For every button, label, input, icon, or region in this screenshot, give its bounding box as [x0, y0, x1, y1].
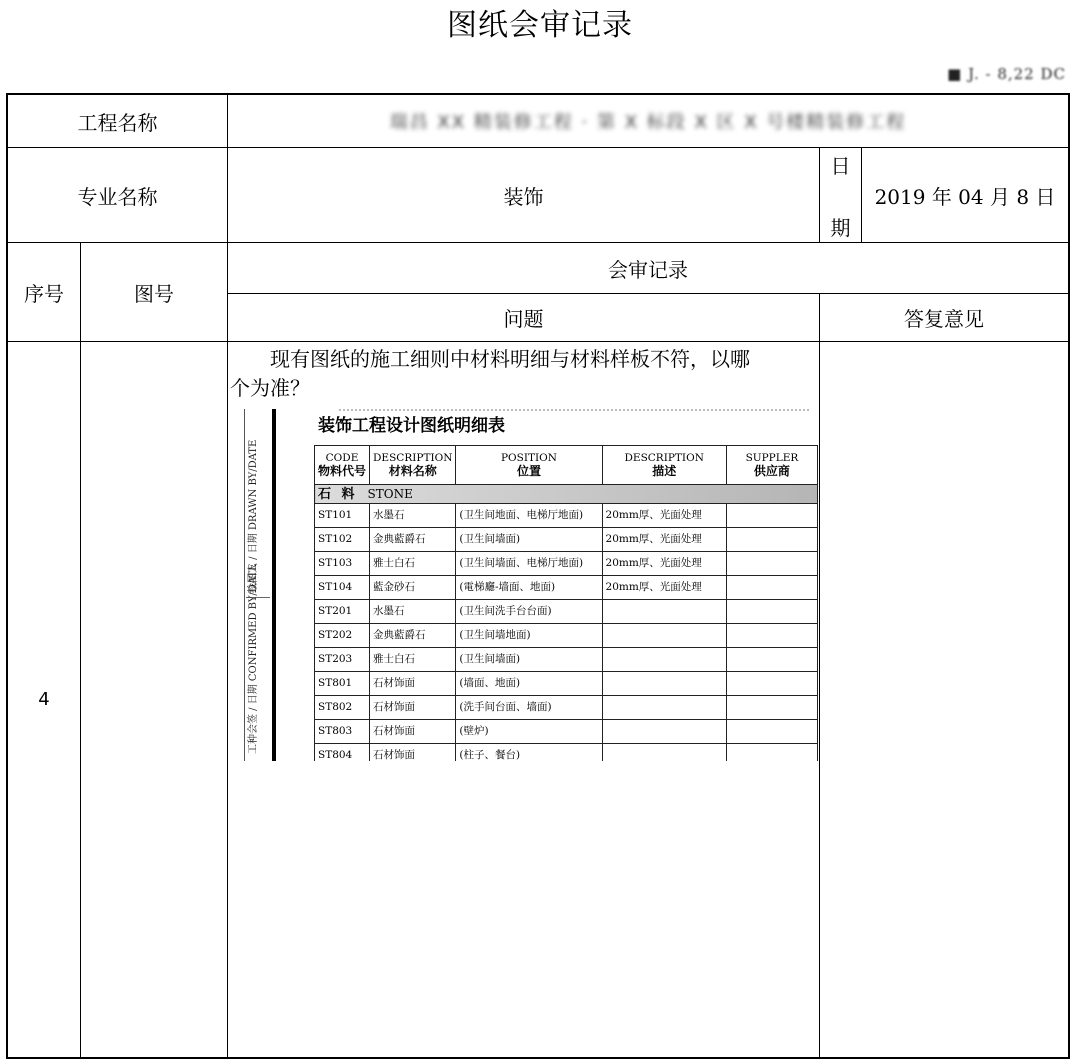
section-label-cn: 石 料: [318, 486, 358, 502]
embedded-material-sheet: [244, 409, 818, 761]
question-header: 问题: [503, 307, 544, 331]
sheet-title: 装饰工程设计图纸明细表: [318, 416, 505, 436]
table-row: ST201 水墨石 (卫生间洗手台台面): [315, 600, 818, 624]
col-name: DESCRIPTION 材料名称: [370, 446, 456, 485]
question-line-2: 个为准？: [230, 376, 310, 400]
table-row: ST804 石材饰面 (柱子、餐台): [315, 744, 818, 762]
project-label: 工程名称: [77, 110, 158, 135]
table-row: ST803 石材饰面 (壁炉): [315, 720, 818, 744]
material-table-header: [315, 446, 818, 485]
reply-header: 答复意见: [904, 307, 984, 331]
drawn-by-label: 绘图人 / 日期 DRAWN BY/DATE: [248, 439, 259, 593]
col-description: DESCRIPTION 描述: [602, 446, 726, 485]
sheet-title-bar: [272, 409, 276, 761]
table-row: ST102 金典藍爵石 (卫生间墙面) 20mm厚、光面处理: [315, 528, 818, 552]
table-row: ST802 石材饰面 (洗手间台面、墙面): [315, 696, 818, 720]
drawing-number-header: 图号: [134, 281, 174, 306]
date-value: 2019 年 04 月 8 日: [874, 184, 1056, 209]
question-text: [230, 345, 818, 403]
date-label-top: 日: [830, 153, 851, 178]
table-row: ST203 雅士白石 (卫生间墙面): [315, 648, 818, 672]
page-title: 图纸会审记录: [447, 8, 633, 43]
row-index: 4: [38, 689, 50, 710]
col-code: CODE 物料代号: [315, 446, 370, 485]
table-row: ST104 藍金砂石 (電梯廳-墙面、地面) 20mm厚、光面处理: [315, 576, 818, 600]
col-position: POSITION 位置: [456, 446, 602, 485]
table-row: ST801 石材饰面 (墙面、地面): [315, 672, 818, 696]
material-table: [314, 445, 818, 761]
col-supplier: SUPPLER 供应商: [726, 446, 817, 485]
table-row: ST202 金典藍爵石 (卫生间墙地面): [315, 624, 818, 648]
date-label-bottom: 期: [830, 215, 851, 240]
table-row: ST103 雅士白石 (卫生间墙面、电梯厅地面) 20mm厚、光面处理: [315, 552, 818, 576]
section-row: [315, 485, 818, 504]
question-line-1: 现有图纸的施工细则中材料明细与材料样板不符，以哪: [270, 347, 750, 371]
index-header: 序号: [24, 281, 64, 306]
confirmed-by-label: 工种会签 / 日期 CONFIRMED BY/DATE: [248, 563, 259, 754]
document-code: ■ J. - 8,22 DC: [947, 65, 1066, 83]
project-name-redacted: 瑞昌 XX 精装修工程 · 第 X 标段 X 区 X 号楼精装修工程: [389, 112, 907, 133]
table-row: ST101 水墨石 (卫生间地面、电梯厅地面) 20mm厚、光面处理: [315, 504, 818, 528]
discipline-label: 专业名称: [77, 184, 158, 209]
review-form: [6, 93, 1070, 1059]
review-record-header: 会审记录: [608, 257, 688, 282]
section-label-en: STONE: [367, 486, 413, 501]
row-drawing-number: [81, 342, 227, 1057]
sheet-border: [244, 409, 245, 761]
row-reply: [820, 342, 1068, 1057]
discipline-value: 装饰: [503, 184, 544, 209]
